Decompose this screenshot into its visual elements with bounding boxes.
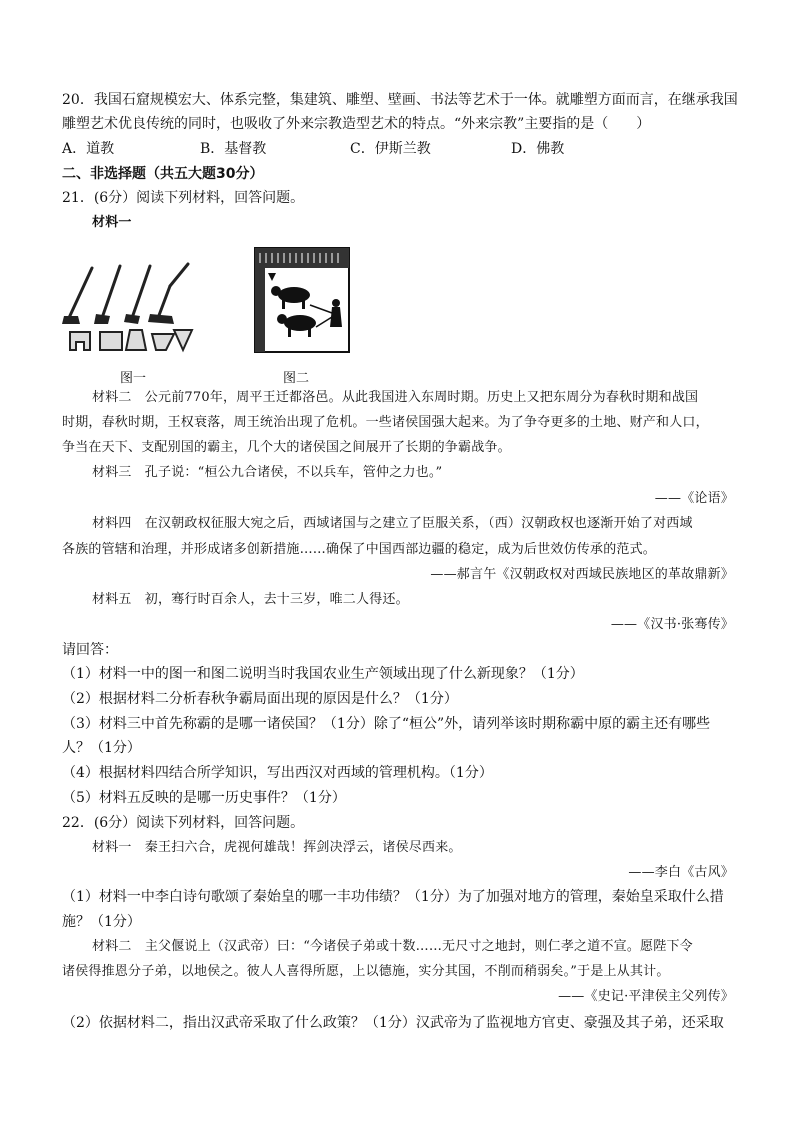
figure1-caption: 图一 (120, 371, 147, 386)
q21-subq3-line1: （3）材料三中首先称霸的是哪一诸侯国？（1分）除了“桓公”外，请列举该时期称霸中原的霸主还有哪些 (62, 716, 711, 732)
ox-plowing-figure (254, 247, 350, 353)
q20-option-d: D．佛教 (511, 141, 565, 157)
q21-subq1: （1）材料一中的图一和图二说明当时我国农业生产领域出现了什么新现象？（1分） (62, 666, 584, 682)
q21-answer-prompt: 请回答： (62, 642, 118, 658)
q22-subq1-line2: 施？（1分） (62, 914, 141, 930)
q22-material2-line2: 诸侯得推恩分子弟，以地侯之。彼人人喜得所愿，上以德施，实分其国，不削而稍弱矣。”于是上从其计。 (62, 964, 670, 979)
q22-material1-source: ——李白《古风》 (628, 865, 734, 880)
q21-material3-source: ——《论语》 (654, 491, 734, 506)
q20-stem-line2: 雕塑艺术优良传统的同时，也吸收了外来宗教造型艺术的特点。“外来宗教”主要指的是（ ） (62, 116, 651, 132)
q20-option-b: B．基督教 (200, 141, 267, 157)
q22-material2-line1: 材料二 主父偃说上（汉武帝）曰：“今诸侯子弟或十数……无尺寸之地封，则仁孝之道不宣。愿陛下令 (92, 939, 693, 954)
q21-material4-source: ——郝言午《汉朝政权对西域民族地区的革故鼎新》 (430, 567, 734, 582)
q21-material1-label: 材料一 (92, 215, 132, 230)
q21-material3-line1: 材料三 孔子说：“桓公九合诸侯，不以兵车，管仲之力也。” (92, 465, 443, 480)
q20-option-c: C．伊斯兰教 (350, 141, 431, 157)
q20-option-a: A．道教 (62, 141, 115, 157)
section2-title: 二、非选择题（共五大题30分） (62, 166, 264, 182)
q22-material2-source: ——《史记·平津侯主父列传》 (558, 989, 734, 1004)
q22-subq2-line1: （2）依据材料二，指出汉武帝采取了什么政策？（1分）汉武帝为了监视地方官吏、豪强及其子弟，还采取 (62, 1015, 724, 1031)
q21-intro: 21．(6分）阅读下列材料，回答问题。 (62, 190, 305, 206)
q21-material5-line1: 材料五 初，骞行时百余人，去十三岁，唯二人得还。 (92, 592, 409, 607)
q22-material1-line1: 材料一 秦王扫六合，虎视何雄哉！挥剑决浮云，诸侯尽西来。 (92, 840, 462, 855)
q22-subq1-line1: （1）材料一中李白诗句歌颂了秦始皇的哪一丰功伟绩？（1分）为了加强对地方的管理，秦始皇采取什么措 (62, 889, 724, 905)
q21-material2-line2: 时期，春秋时期，王权衰落，周王统治出现了危机。一些诸侯国强大起来。为了争夺更多的土地、财产和人口， (62, 415, 709, 430)
q21-material4-line2: 各族的管辖和治理，并形成诸多创新措施……确保了中国西部边疆的稳定，成为后世效仿传承的范式。 (62, 542, 657, 557)
q21-material5-source: ——《汉书·张骞传》 (610, 617, 734, 632)
q21-subq5: （5）材料五反映的是哪一历史事件？（1分） (62, 790, 346, 806)
figure2-caption: 图二 (283, 371, 310, 386)
q22-intro: 22．(6分）阅读下列材料，回答问题。 (62, 815, 305, 831)
q20-stem-line1: 20．我国石窟规模宏大、体系完整，集建筑、雕塑、壁画、书法等艺术于一体。就雕塑方面而言，在继承我国 (62, 92, 738, 108)
q21-material2-line3: 争当在天下、支配别国的霸主，几个大的诸侯国之间展开了长期的争霸战争。 (62, 440, 511, 455)
q21-material2-line1: 材料二 公元前770年，周平王迁都洛邑。从此我国进入东周时期。历史上又把东周分为春秋时期和战国 (92, 390, 699, 405)
q21-subq4: （4）根据材料四结合所学知识，写出西汉对西域的管理机构。（1分） (62, 765, 493, 781)
q21-subq2: （2）根据材料二分析春秋争霸局面出现的原因是什么？（1分） (62, 691, 458, 707)
q21-subq3-line2: 人？（1分） (62, 740, 141, 756)
farming-tools-figure (62, 258, 198, 358)
q21-material4-line1: 材料四 在汉朝政权征服大宛之后，西域诸国与之建立了臣服关系，（西）汉朝政权也逐渐开始了对西域 (92, 516, 693, 531)
